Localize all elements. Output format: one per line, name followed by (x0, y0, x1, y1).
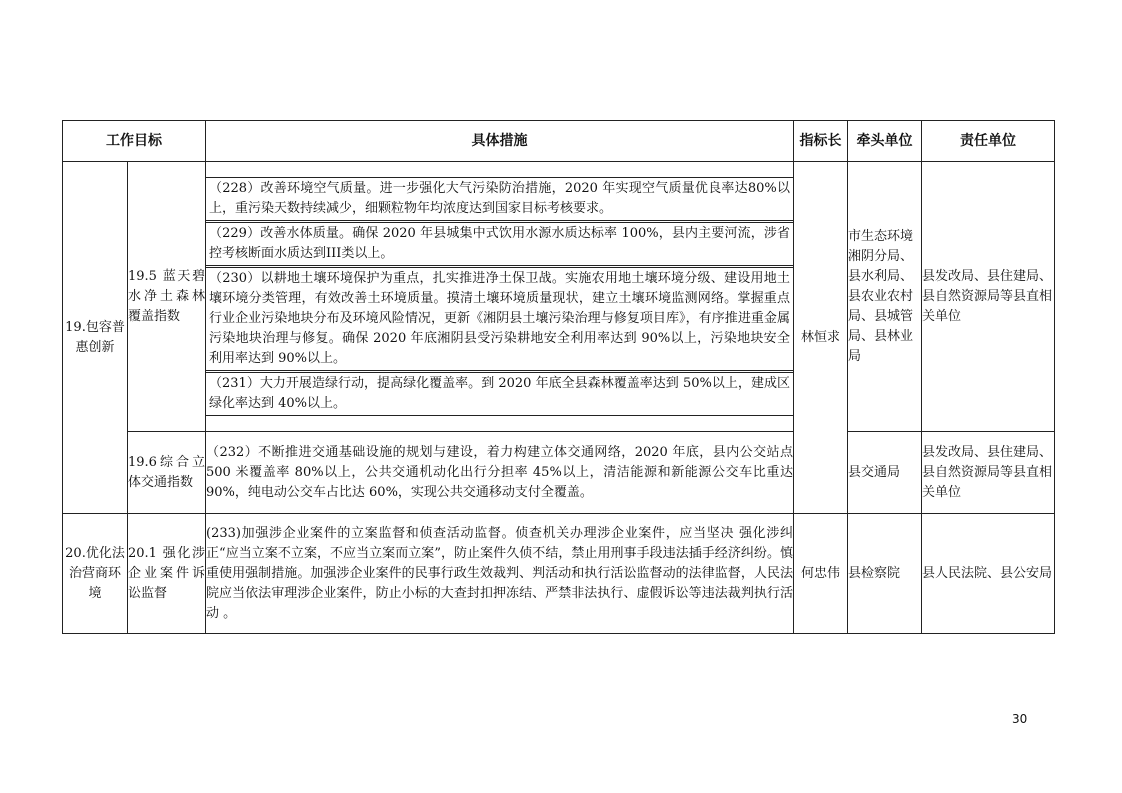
indicator-owner-cell: 林恒求 (794, 162, 848, 514)
sub-goal-cell: 19.6综合立体交通指数 (128, 432, 206, 514)
work-target-table (62, 120, 1055, 634)
measure-item: （229）改善水体质量。确保 2020 年县城集中式饮用水源水质达标率 100%，县内主要河流，涉省控考核断面水质达到III类以上。 (206, 222, 794, 266)
lead-unit-cell: 县检察院 (848, 514, 922, 634)
measure-item: （230）以耕地土壤环境保护为重点，扎实推进净土保卫战。实施农用地土壤环境分级、建设用地土壤环境分类管理，有效改善土环境质量。摸清土壤环境质量现状，建立土壤环境监测网络。掌握重点行业企业污染地块分布及环境风险情况，更新《湘阴县土壤污染治理与修复项目库》，有序推进重金属污染地块治理与修复。确保 2020 年底湘阴县受污染耕地安全利用率达到 90%以上，污染地块安全利用率达到 90%以上。 (206, 267, 794, 371)
goal-cell: 20.优化法治营商环境 (63, 514, 128, 634)
responsible-unit-cell: 县发改局、县住建局、县自然资源局等县直相关单位 (922, 432, 1055, 514)
measures-cell (206, 162, 794, 432)
responsible-unit-cell: 县发改局、县住建局、县自然资源局等县直相关单位 (922, 162, 1055, 432)
header-responsible-unit: 责任单位 (922, 121, 1055, 162)
table-row (63, 162, 1055, 432)
lead-unit-cell: 市生态环境湘阴分局、县水利局、县农业农村局、县城管局、县林业局 (848, 162, 922, 432)
responsible-unit-cell: 县人民法院、县公安局 (922, 514, 1055, 634)
header-goal: 工作目标 (63, 121, 206, 162)
table-header-row (63, 121, 1055, 162)
header-indicator-owner: 指标长 (794, 121, 848, 162)
lead-unit-cell: 县交通局 (848, 432, 922, 514)
table-row (63, 514, 1055, 634)
measure-item: （228）改善环境空气质量。进一步强化大气污染防治措施，2020 年实现空气质量优良率达80%以上，重污染天数持续减少，细颗粒物年均浓度达到国家目标考核要求。 (206, 177, 794, 221)
sub-goal-cell: 20.1 强化涉企业案件诉讼监督 (128, 514, 206, 634)
page-number: 30 (1012, 712, 1028, 726)
measure-item: （231）大力开展造绿行动，提高绿化覆盖率。到 2020 年底全县森林覆盖率达到 50%以上，建成区绿化率达到 40%以上。 (206, 372, 794, 416)
measure-item: (233)加强涉企业案件的立案监督和侦查活动监督。侦查机关办理涉企业案件，应当坚决 强化涉纠正“应当立案不立案，不应当立案而立案”，防止案件久侦不结，禁止用刑事手段违法插手经济纠纷。慎重使用强制措施。加强涉企业案件的民事行政生效裁判、判活动和执行活讼监督动的法律监督，人民法院应当依法审理涉企业案件，防止小标的大查封扣押冻结、严禁非法执行、虚假诉讼等违法裁判执行活动 。 (206, 514, 794, 634)
goal-cell: 19.包容普惠创新 (63, 162, 128, 514)
table-row (63, 432, 1055, 514)
header-measures: 具体措施 (206, 121, 794, 162)
header-lead-unit: 牵头单位 (848, 121, 922, 162)
measure-item: （232）不断推进交通基础设施的规划与建设，着力构建立体交通网络，2020 年底，县内公交站点 500 米覆盖率 80%以上，公共交通机动化出行分担率 45%以上，清洁能源和新能源公交车比重达 90%，纯电动公交车占比达 60%，实现公共交通移动支付全覆盖。 (206, 432, 794, 514)
indicator-owner-cell: 何忠伟 (794, 514, 848, 634)
sub-goal-cell: 19.5 蓝天碧水净土森林覆盖指数 (128, 162, 206, 432)
